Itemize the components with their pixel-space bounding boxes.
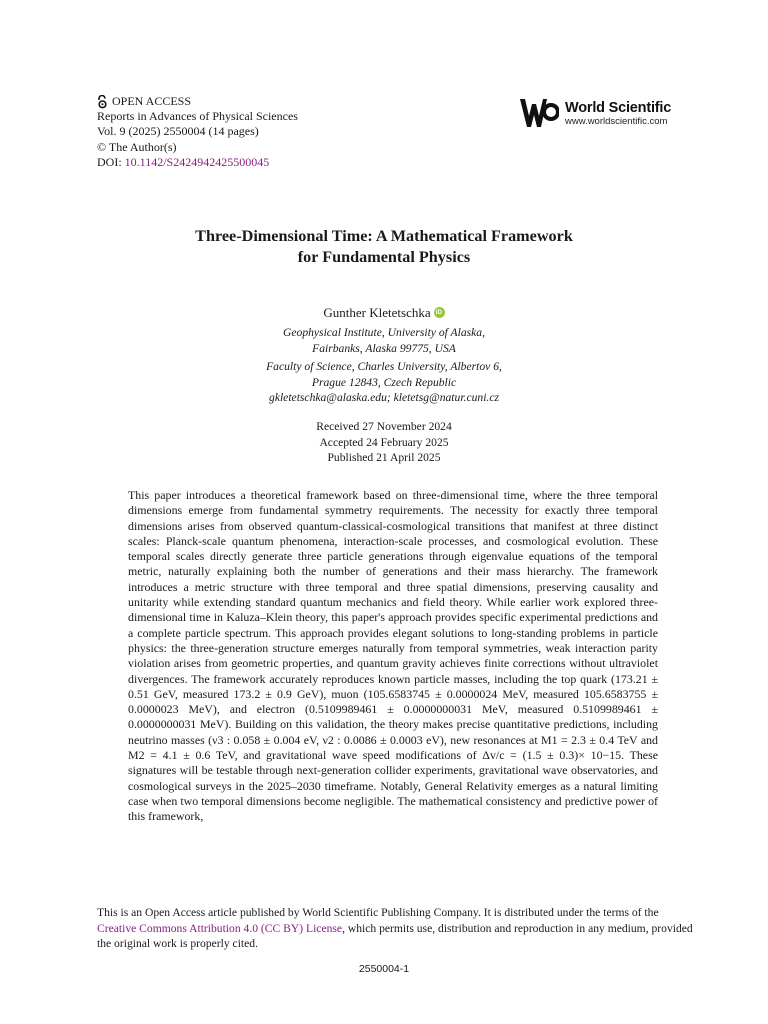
author-email[interactable]: gkletetschka@alaska.edu; kletetsg@natur.cuni.cz [269,391,499,404]
license-text-before: This is an Open Access article published by World Scientific Publishing Company. It is distributed under the terms of the [97,906,659,919]
copyright-line: © The Author(s) [97,139,177,154]
title-line-2: for Fundamental Physics [297,248,471,266]
open-access-label: OPEN ACCESS [112,94,192,108]
affiliation-1-line-1: Geophysical Institute, University of Alaska, [283,326,485,339]
author-name: Gunther Kletetschka [323,305,431,320]
published-date: Published 21 April 2025 [327,451,441,464]
doi-label: DOI: [97,154,125,169]
publisher-logo[interactable] [519,96,671,130]
volume-info: Vol. 9 (2025) 2550004 (14 pages) [97,124,259,139]
open-access-line [97,94,298,109]
orcid-icon[interactable] [434,307,445,318]
page-number: 2550004-1 [358,963,410,975]
publisher-url: www.worldscientific.com [565,115,668,127]
received-date: Received 27 November 2024 [316,420,452,433]
publisher-name: World Scientific [565,99,672,116]
doi-line [97,155,298,170]
world-scientific-logo-icon [519,96,559,130]
accepted-date: Accepted 24 February 2025 [319,435,449,449]
paper-title [0,226,768,268]
affiliation-2 [0,359,768,390]
affiliation-2-line-2: Prague 12843, Czech Republic [311,375,457,389]
publisher-text [565,100,671,127]
license-note [97,905,693,952]
author-line [0,305,768,321]
affiliation-1 [0,325,768,356]
publication-dates [0,419,768,466]
journal-name: Reports in Advances of Physical Sciences [97,109,298,124]
affiliation-2-line-1: Faculty of Science, Charles University, Albertov 6, [266,360,502,373]
license-text-after: , which permits use, distribution and reproduction in any medium, provided the original work is properly cited. [97,921,693,950]
title-line-1: Three-Dimensional Time: A Mathematical Framework [195,227,573,245]
license-link[interactable]: Creative Commons Attribution 4.0 (CC BY) License [97,921,343,935]
open-access-icon [97,95,108,109]
doi-link[interactable]: 10.1142/S2424942425500045 [124,154,270,169]
journal-header [97,94,298,170]
affiliation-1-line-2: Fairbanks, Alaska 99775, USA [312,341,456,355]
abstract-text: This paper introduces a theoretical framework based on three-dimensional time, where the three temporal dimensions emerge from fundamental symmetry requirements. The necessity for exactly three temporal dimensions arises from observed quantum-classical-cosmological transitions that manifest at three distinct scales: Planck-scale quantum phenomena, interaction-scale processes, and cosmological evolution. These temporal scales directly generate three particle generations through eigenvalue equations of the temporal metric, naturally explaining both the number of generations and their mass hierarchy. The framework introduces a metric structure with three temporal and three spatial dimensions, preserving causality and unitarity while extending standard quantum mechanics and field theory. While earlier work explored three-dimensional time in Kaluza–Klein theory, this paper's approach provides specific experimental predictions and a complete particle spectrum. This approach provides elegant solutions to long-standing problems in particle physics: the three-generation structure emerges naturally from temporal symmetries, weak interaction parity violation arises from geometric properties, and quantum gravity achieves finite corrections without ultraviolet divergences. The framework accurately reproduces known particle masses, including the top quark (173.21 ± 0.51 GeV, measured 173.2 ± 0.9 GeV), muon (105.6583745 ± 0.0000024 MeV, measured 105.6583755 ± 0.0000023 MeV), and electron (0.5109989461 ± 0.0000000031 MeV, measured 0.5109989461 ± 0.0000000031 MeV). Building on this validation, the theory makes precise quantitative predictions, including neutrino masses (ν3 : 0.058 ± 0.004 eV, ν2 : 0.0086 ± 0.0003 eV), new resonances at M1 = 2.3 ± 0.4 TeV and M2 = 4.1 ± 0.6 TeV, and gravitational wave speed modifications of Δv/c = (1.5 ± 0.3)× 10−15. These signatures will be testable through next-generation collider experiments, gravitational wave observatories, and cosmological surveys in the 2025–2030 timeframe. Notably, General Relativity emerges as a natural limiting case when two temporal dimensions become negligible. The mathematical consistency and predictive power of this framework, [128,488,658,824]
